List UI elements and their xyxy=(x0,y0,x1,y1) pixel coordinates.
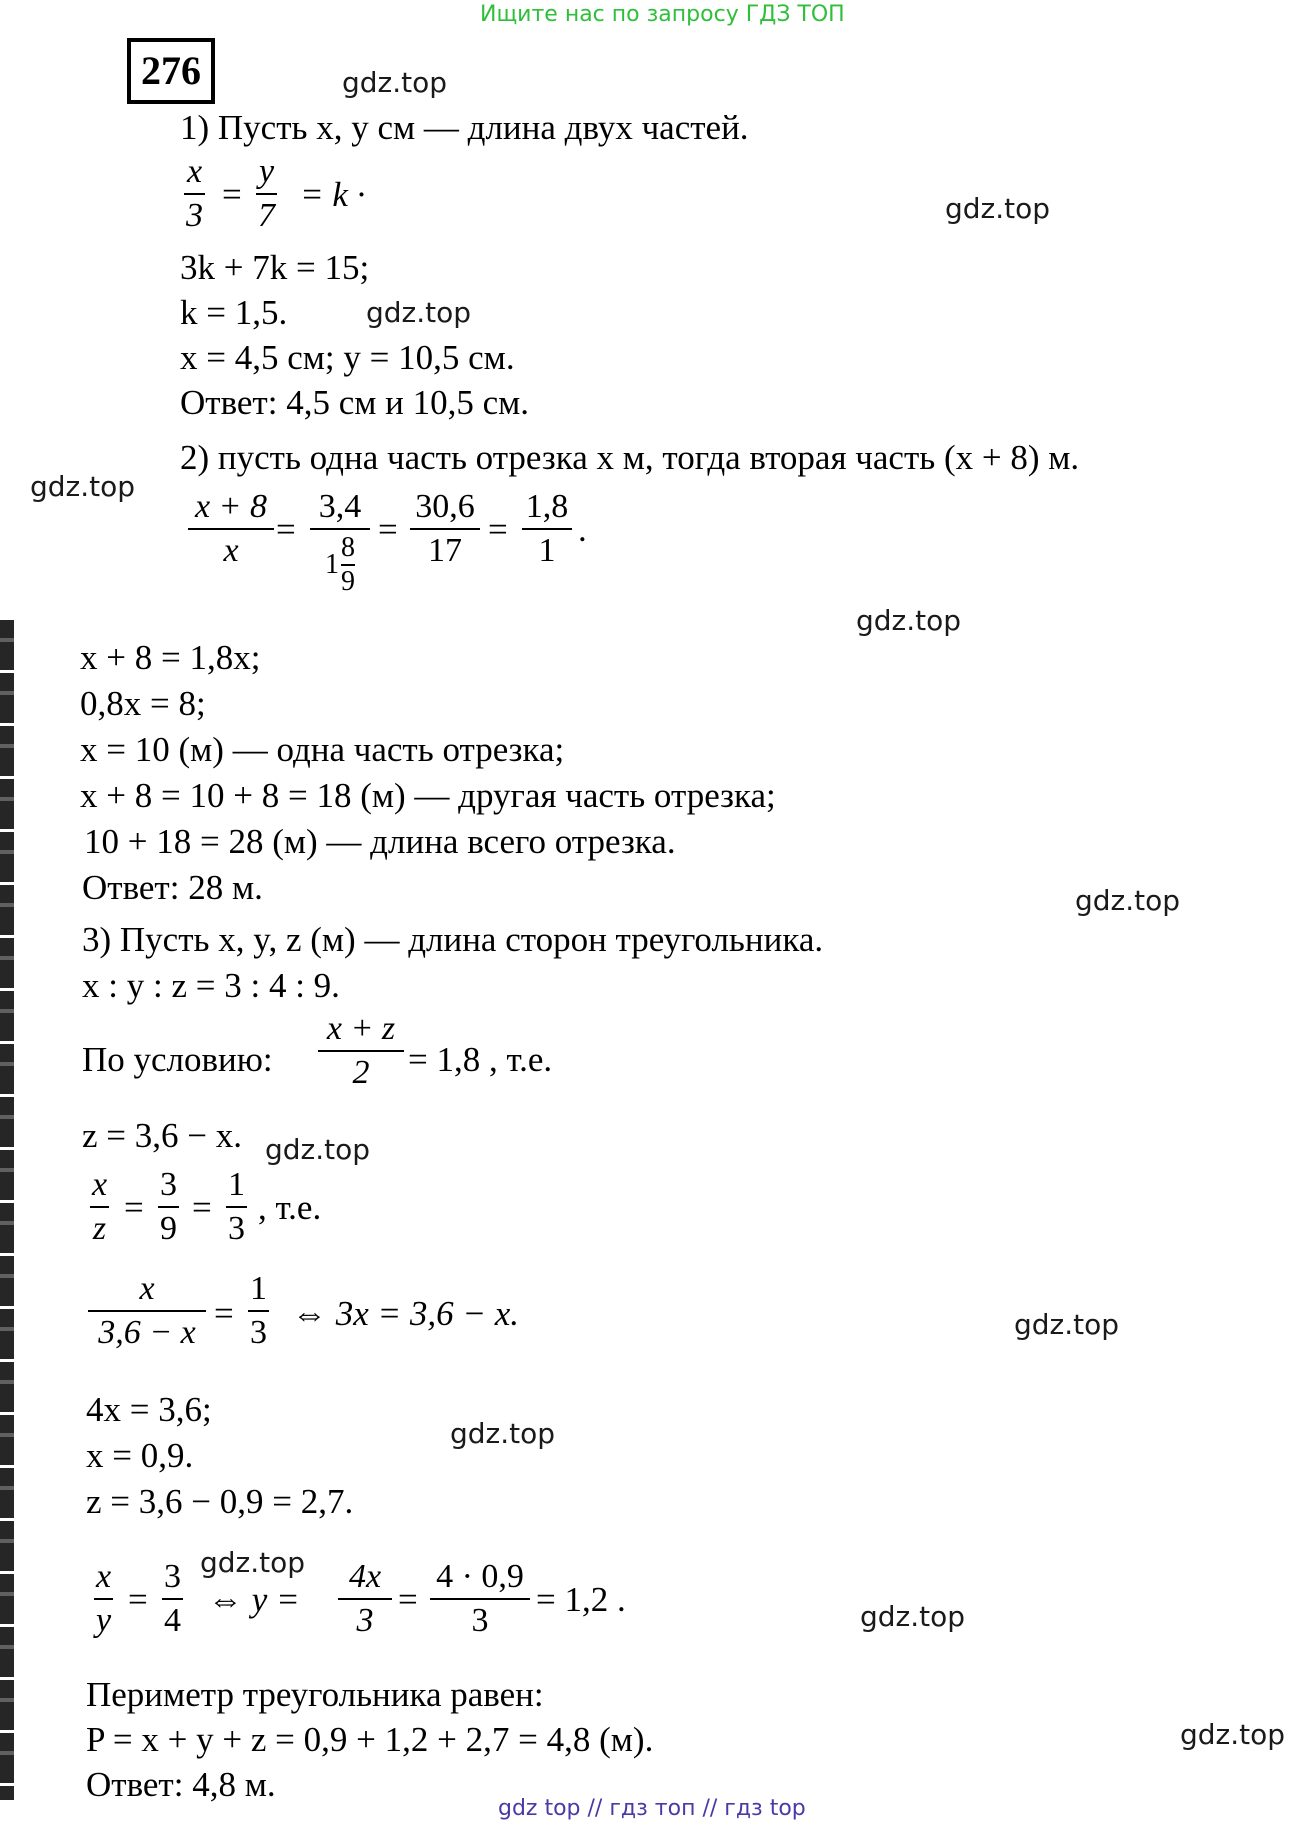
fraction-1-8-over-1 xyxy=(522,490,572,568)
fraction-numerator: 30,6 xyxy=(415,488,475,525)
answer-line: Ответ: 4,8 м. xyxy=(86,1765,276,1804)
fraction-denominator: 7 xyxy=(256,193,277,233)
fraction-numerator: 4 · 0,9 xyxy=(436,1558,524,1595)
fraction-denominator: 3 xyxy=(430,1598,530,1638)
equation-line: z = 3,6 − 0,9 = 2,7. xyxy=(86,1482,354,1521)
equation-line: z = 3,6 − x. xyxy=(82,1116,243,1155)
fraction-numerator: 4x xyxy=(348,1558,382,1595)
equation-line: x = 4,5 см; y = 10,5 см. xyxy=(180,338,515,377)
fraction-y-over-7 xyxy=(256,155,277,233)
perimeter-equation: P = x + y + z = 0,9 + 1,2 + 2,7 = 4,8 (м). xyxy=(86,1720,654,1759)
fraction-30-6-over-17 xyxy=(410,490,480,568)
fraction-1-over-3 xyxy=(248,1272,269,1350)
fraction-numerator: 3,4 xyxy=(318,488,362,525)
fraction-x-over-z xyxy=(90,1168,109,1246)
watermark: gdz.top xyxy=(945,192,1051,225)
fraction-denominator: 3 xyxy=(226,1206,247,1246)
fraction-denominator: 3 xyxy=(248,1310,269,1350)
perimeter-label: Периметр треугольника равен: xyxy=(86,1675,544,1714)
scan-edge-shadow xyxy=(0,620,14,1800)
fraction-numerator: x xyxy=(186,153,203,190)
fraction-3-4-over-mixed xyxy=(310,490,370,596)
watermark: gdz.top xyxy=(342,66,448,99)
watermark: gdz.top xyxy=(1014,1308,1120,1341)
fraction-3-over-9 xyxy=(158,1168,179,1246)
fraction-numerator: 1,8 xyxy=(525,488,569,525)
equals-sign: = xyxy=(124,1188,144,1227)
watermark: gdz.top xyxy=(30,470,136,503)
mixed-fraction xyxy=(341,534,355,596)
watermark: gdz.top xyxy=(200,1546,306,1579)
fraction-numerator: x + z xyxy=(326,1010,396,1047)
fraction-denominator: 1 xyxy=(522,528,572,568)
ratio-line: x : y : z = 3 : 4 : 9. xyxy=(82,966,340,1005)
equation-line: x + 8 = 1,8x; xyxy=(80,638,261,677)
answer-line: Ответ: 4,5 см и 10,5 см. xyxy=(180,383,530,422)
fraction-numerator: 3 xyxy=(164,1558,181,1595)
equation-line: x + 8 = 10 + 8 = 18 (м) — другая часть отрезка; xyxy=(80,776,776,815)
equivalence-tail: ⇔ 3x = 3,6 − x. xyxy=(292,1294,520,1333)
fraction-4-times-0-9-over-3 xyxy=(430,1560,530,1638)
fraction-x-over-3-6-minus-x xyxy=(88,1272,206,1350)
fraction-denominator: 2 xyxy=(318,1050,404,1090)
top-banner[interactable]: Ищите нас по запросу ГДЗ ТОП xyxy=(480,2,845,27)
part3-statement: 3) Пусть x, y, z (м) — длина сторон треугольника. xyxy=(82,920,824,959)
condition-label: По условию: xyxy=(82,1040,273,1079)
fraction-denominator: z xyxy=(90,1206,109,1246)
fraction-denominator: 9 xyxy=(158,1206,179,1246)
equation-line: 3k + 7k = 15; xyxy=(180,248,370,287)
fraction-numerator: 1 xyxy=(250,1270,267,1307)
equals-sign: = xyxy=(222,175,242,214)
watermark: gdz.top xyxy=(860,1600,966,1633)
watermark: gdz.top xyxy=(1180,1718,1286,1751)
equation-line: x = 10 (м) — одна часть отрезка; xyxy=(80,730,565,769)
mixed-whole: 1 xyxy=(325,549,339,580)
fraction-denominator: 9 xyxy=(341,566,355,597)
fraction-3-over-4 xyxy=(162,1560,183,1638)
condition-rest: = 1,8 , т.е. xyxy=(408,1040,553,1079)
watermark: gdz.top xyxy=(450,1417,556,1450)
fraction-numerator: 1 xyxy=(228,1166,245,1203)
period: . xyxy=(578,510,587,549)
fraction-denominator: 3 xyxy=(338,1598,392,1638)
equals-sign: = xyxy=(192,1188,212,1227)
fraction-denominator: y xyxy=(94,1598,113,1638)
ratio-tail: , т.е. xyxy=(258,1188,322,1227)
fraction-numerator: x xyxy=(92,1166,108,1203)
answer-line: Ответ: 28 м. xyxy=(82,868,263,907)
y-result: = 1,2 . xyxy=(536,1580,626,1619)
equation-line: 10 + 18 = 28 (м) — длина всего отрезка. xyxy=(84,822,676,861)
watermark: gdz.top xyxy=(366,296,472,329)
equivalence-y: ⇔ y = xyxy=(208,1580,300,1619)
equals-sign: = xyxy=(214,1294,234,1333)
equals-sign: = xyxy=(398,1580,418,1619)
fraction-denominator: 4 xyxy=(162,1598,183,1638)
fraction-x-over-3 xyxy=(184,155,205,233)
fraction-denominator: x xyxy=(188,528,274,568)
fraction-denominator: 3 xyxy=(184,193,205,233)
equals-sign: = xyxy=(128,1580,148,1619)
fraction-denominator: 17 xyxy=(410,528,480,568)
fraction-numerator: y xyxy=(258,153,275,190)
fraction-numerator: x xyxy=(139,1270,155,1307)
problem-number: 276 xyxy=(127,38,215,104)
fraction-x-plus-z-over-2 xyxy=(318,1012,404,1090)
fraction-numerator: 8 xyxy=(341,532,355,563)
fraction-denominator: 3,6 − x xyxy=(88,1310,206,1350)
part1-statement: 1) Пусть x, y см — длина двух частей. xyxy=(180,108,749,147)
bottom-banner[interactable]: gdz top // гдз топ // гдз top xyxy=(498,1796,806,1821)
fraction-x-plus-8-over-x xyxy=(188,490,274,568)
equation-line: k = 1,5. xyxy=(180,293,288,332)
part2-statement: 2) пусть одна часть отрезка x м, тогда вторая часть (x + 8) м. xyxy=(180,438,1080,477)
fraction-x-over-y xyxy=(94,1560,113,1638)
watermark: gdz.top xyxy=(265,1133,371,1166)
equation-line: 4x = 3,6; xyxy=(86,1390,212,1429)
equals-k: = k · xyxy=(300,175,366,214)
watermark: gdz.top xyxy=(856,604,962,637)
fraction-numerator: 3 xyxy=(160,1166,177,1203)
mixed-number-denominator xyxy=(310,528,370,596)
equals-sign: = xyxy=(378,510,398,549)
fraction-numerator: x + 8 xyxy=(194,488,268,525)
equals-sign: = xyxy=(276,510,296,549)
equation-line: 0,8x = 8; xyxy=(80,684,206,723)
equation-line: x = 0,9. xyxy=(86,1436,194,1475)
watermark: gdz.top xyxy=(1075,884,1181,917)
fraction-1-over-3 xyxy=(226,1168,247,1246)
equals-sign: = xyxy=(488,510,508,549)
fraction-4x-over-3 xyxy=(338,1560,392,1638)
fraction-numerator: x xyxy=(96,1558,112,1595)
